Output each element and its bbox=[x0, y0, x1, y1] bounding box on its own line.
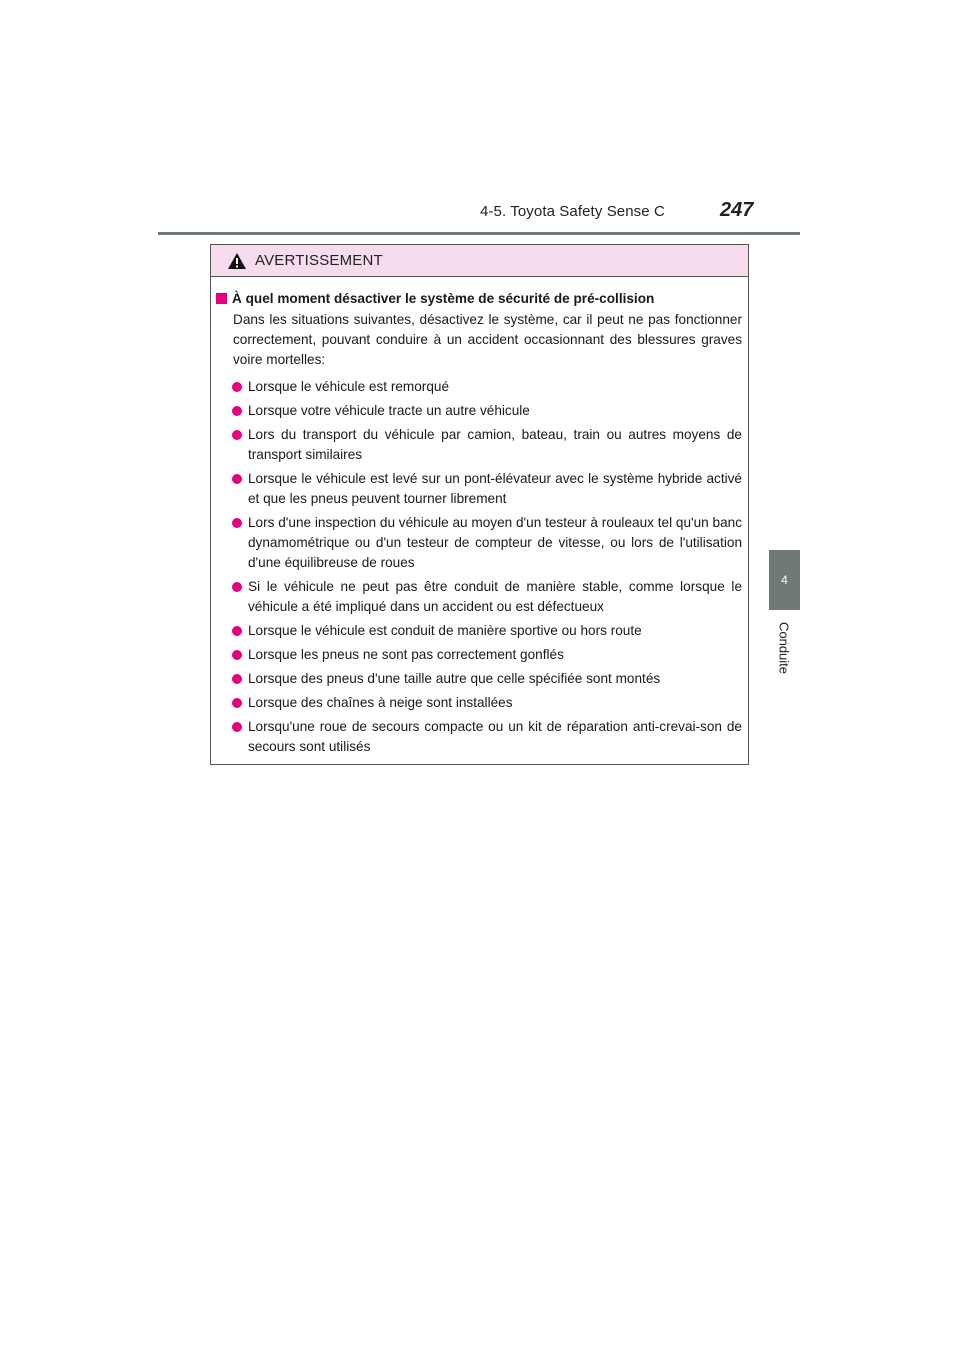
chapter-label: Conduite bbox=[776, 621, 792, 675]
warning-title: AVERTISSEMENT bbox=[255, 252, 383, 269]
list-item: Lorsque les pneus ne sont pas correctement gonflés bbox=[216, 645, 742, 665]
bullet-dot-icon bbox=[232, 474, 242, 484]
chapter-number: 4 bbox=[781, 573, 788, 587]
square-bullet-icon bbox=[216, 293, 227, 304]
page-number: 247 bbox=[720, 199, 754, 221]
warning-body bbox=[211, 277, 748, 757]
bullet-dot-icon bbox=[232, 382, 242, 392]
warning-subheading bbox=[216, 291, 742, 306]
list-item: Lorsqu'une roue de secours compacte ou un kit de réparation anti-crevai-son de secours sont utilisés bbox=[216, 717, 742, 757]
bullet-dot-icon bbox=[232, 582, 242, 592]
list-item: Lors du transport du véhicule par camion, bateau, train ou autres moyens de transport similaires bbox=[216, 425, 742, 465]
header-divider bbox=[158, 232, 800, 235]
chapter-tab bbox=[769, 550, 800, 610]
bullet-dot-icon bbox=[232, 626, 242, 636]
situation-list bbox=[216, 377, 742, 757]
list-item: Lorsque le véhicule est remorqué bbox=[216, 377, 742, 397]
list-item: Lorsque votre véhicule tracte un autre véhicule bbox=[216, 401, 742, 421]
list-item: Lorsque le véhicule est conduit de manière sportive ou hors route bbox=[216, 621, 742, 641]
warning-intro: Dans les situations suivantes, désactivez le système, car il peut ne pas fonctionner correctement, pouvant conduire à un accident occasionnant des blessures graves voire mortelles: bbox=[233, 312, 742, 367]
list-item: Si le véhicule ne peut pas être conduit de manière stable, comme lorsque le véhicule a été impliqué dans un accident ou est défectueux bbox=[216, 577, 742, 617]
bullet-dot-icon bbox=[232, 406, 242, 416]
warning-triangle-icon bbox=[227, 252, 247, 270]
list-item: Lorsque des pneus d'une taille autre que celle spécifiée sont montés bbox=[216, 669, 742, 689]
warning-header bbox=[211, 245, 748, 277]
subheading-text: À quel moment désactiver le système de sécurité de pré-collision bbox=[232, 291, 655, 306]
bullet-dot-icon bbox=[232, 698, 242, 708]
bullet-dot-icon bbox=[232, 518, 242, 528]
list-item: Lorsque des chaînes à neige sont installées bbox=[216, 693, 742, 713]
bullet-dot-icon bbox=[232, 430, 242, 440]
bullet-dot-icon bbox=[232, 674, 242, 684]
warning-box bbox=[210, 244, 749, 765]
list-item: Lorsque le véhicule est levé sur un pont-élévateur avec le système hybride activé et que les pneus peuvent tourner librement bbox=[216, 469, 742, 509]
bullet-dot-icon bbox=[232, 722, 242, 732]
list-item: Lors d'une inspection du véhicule au moyen d'un testeur à rouleaux tel qu'un banc dynamométrique ou d'un testeur de compteur de vitesse, ou lors de l'utilisation d'une équilibreuse de roues bbox=[216, 513, 742, 573]
section-title: 4-5. Toyota Safety Sense C bbox=[480, 203, 665, 220]
bullet-dot-icon bbox=[232, 650, 242, 660]
